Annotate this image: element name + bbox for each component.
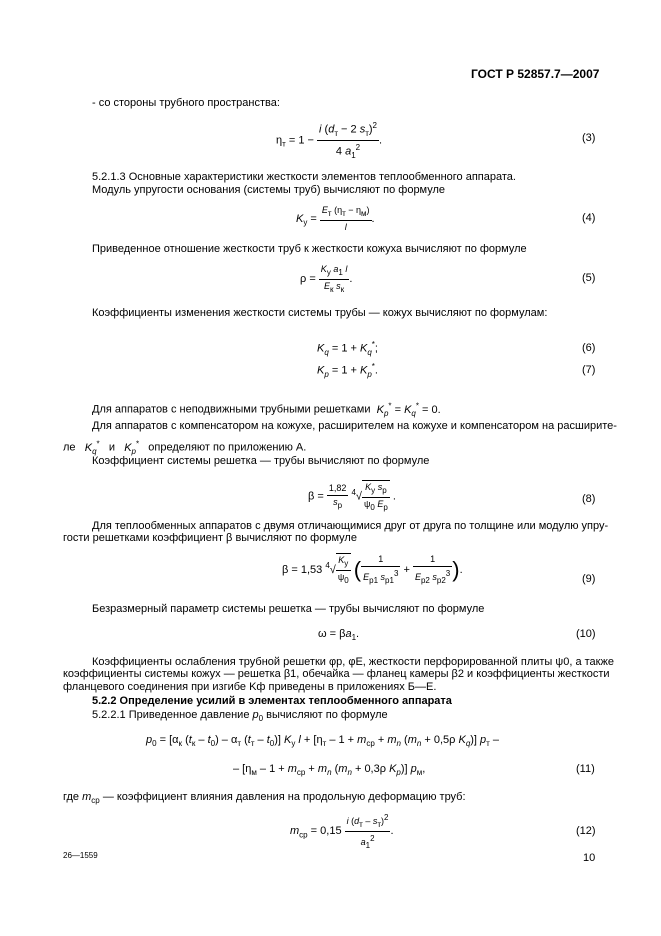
equation-12: $m_{ср} = 0,15$ $\frac{i (d_т - s_т)^2}{a_1^2}$ .	[290, 813, 394, 850]
equation-number-11: (11)	[576, 763, 595, 775]
comp-b-pre: ле	[63, 441, 76, 454]
equation-11-line-2: – [$\eta_м - 1 + m_{ср} + m_n$ ($m_n + 0,3\rho$ $K_p$)] $p_м$,	[233, 763, 426, 778]
paragraph-fixed	[92, 399, 441, 420]
paragraph-omega: Безразмерный параметр системы решетка — трубы вычисляют по формуле	[92, 603, 485, 615]
equation-number-10: (10)	[576, 628, 596, 640]
equation-3: $\eta_т = 1$ − $\frac{i (d_т - 2 s_т)^2}{4 a_1^2}$ .	[276, 121, 383, 160]
paragraph-fixed-text: Для аппаратов с неподвижными трубными решетками	[92, 403, 371, 416]
equation-number-12: (12)	[576, 825, 596, 837]
page-number: 10	[583, 852, 596, 864]
equation-number-4: (4)	[582, 212, 596, 224]
equation-10: $\omega = \beta a_1$.	[318, 628, 360, 643]
document-header: ГОСТ Р 52857.7—2007	[471, 67, 600, 81]
equation-number-8: (8)	[582, 493, 596, 505]
equation-number-6: (6)	[582, 342, 596, 354]
paragraph-comp-b: ле $K_q^*$ и $K_p^*$ определяют по приложению А.	[63, 439, 307, 456]
equation-9: β = 1,53 $^4$√ $\frac{K_y}{\psi_0}$ ( $\frac{1}{E_{р1} s_{р1}^3}$ + $\frac{1}{E_{р2} s_{р2}^3}$ ).	[282, 554, 463, 585]
equation-number-3: (3)	[582, 132, 596, 144]
paragraph-5213-a: 5.2.1.3 Основные характеристики жесткости элементов теплообменного аппарата.	[92, 171, 516, 183]
paragraph-weak-a: Коэффициенты ослабления трубной решетки φp, φE, жесткости перфорированной плиты ψ0, а также	[92, 656, 614, 668]
paragraph-rho: Приведенное отношение жесткости труб к жесткости кожуха вычисляют по формуле	[92, 243, 527, 255]
equation-11-line-1: $p_0 = [\alpha_к$ $(t_к - t_0) - \alpha_т$ $(t_т - t_0)$] $K_y$ $l + [\eta_т - 1 + m_{ср} + m_n$ ($m_n + 0,5\rho$ $K_q$)] $p_т$ –	[146, 734, 500, 749]
equation-8: β = $\frac{1,82}{s_р}$ $^4$√ $\frac{K_y s_р}{\psi_0 E_р}$ .	[308, 482, 396, 512]
paragraph-5213-b: Модуль упругости основания (системы труб) вычисляют по формуле	[92, 184, 446, 196]
equation-6: $K_q = 1 + K_q^*$;	[317, 340, 378, 357]
equation-5: ρ = $\frac{K_y a_1 l}{E_к s_к}$ .	[300, 264, 353, 294]
paragraph-weak-c: фланцевого соединения при изгибе Kф приведены в приложениях Б—Е.	[63, 681, 437, 693]
paragraph-beta: Коэффициент системы решетка — трубы вычисляют по формуле	[92, 455, 430, 467]
paragraph-where: где $m_{ср}$ — коэффициент влияния давления на продольную деформацию труб:	[63, 791, 466, 806]
paragraph-coeffs: Коэффициенты изменения жесткости системы трубы — кожух вычисляют по формулам:	[92, 307, 548, 319]
paragraph-5221-text: 5.2.2.1 Приведенное давление	[92, 709, 250, 721]
paragraph-two-a: Для теплообменных аппаратов с двумя отличающимися друг от друга по толщине или модулю упру-	[92, 520, 609, 532]
paragraph-5221-post: вычисляют по формуле	[266, 709, 388, 721]
equation-4: $K_y$ = $\frac{E_т (\eta_т - \eta_м)}{l}$ .	[296, 205, 375, 232]
equation-number-9: (9)	[582, 573, 596, 585]
paragraph-tube-side: - со стороны трубного пространства:	[92, 97, 280, 109]
paragraph-comp-a: Для аппаратов с компенсатором на кожухе, расширителем на кожухе и компенсатором на расширите-	[92, 420, 617, 432]
paragraph-5221: 5.2.2.1 Приведенное давление $p_0$ вычисляют по формуле	[92, 709, 388, 724]
comp-b-post: определяют по приложению А.	[148, 441, 307, 454]
section-5-2-2-heading: 5.2.2 Определение усилий в элементах теплообменного аппарата	[92, 695, 452, 707]
equation-fixed: $K_p^* = K_q^* = 0$.	[376, 401, 441, 418]
equation-7: $K_p = 1 + K_p^*$.	[317, 362, 378, 379]
equation-number-5: (5)	[582, 272, 596, 284]
where-pre: где	[63, 791, 80, 803]
where-post: — коэффициент влияния давления на продольную деформацию труб:	[102, 791, 466, 803]
paragraph-weak-b: коэффициенты системы кожух — решетка β1, обечайка — фланец камеры β2 и коэффициенты жесткости	[63, 668, 610, 680]
paragraph-two-b: гости решетками коэффициент β вычисляют по формуле	[63, 532, 357, 544]
equation-number-7: (7)	[582, 364, 596, 376]
footer-code: 26—1559	[63, 851, 98, 860]
comp-b-and: и	[108, 441, 115, 454]
